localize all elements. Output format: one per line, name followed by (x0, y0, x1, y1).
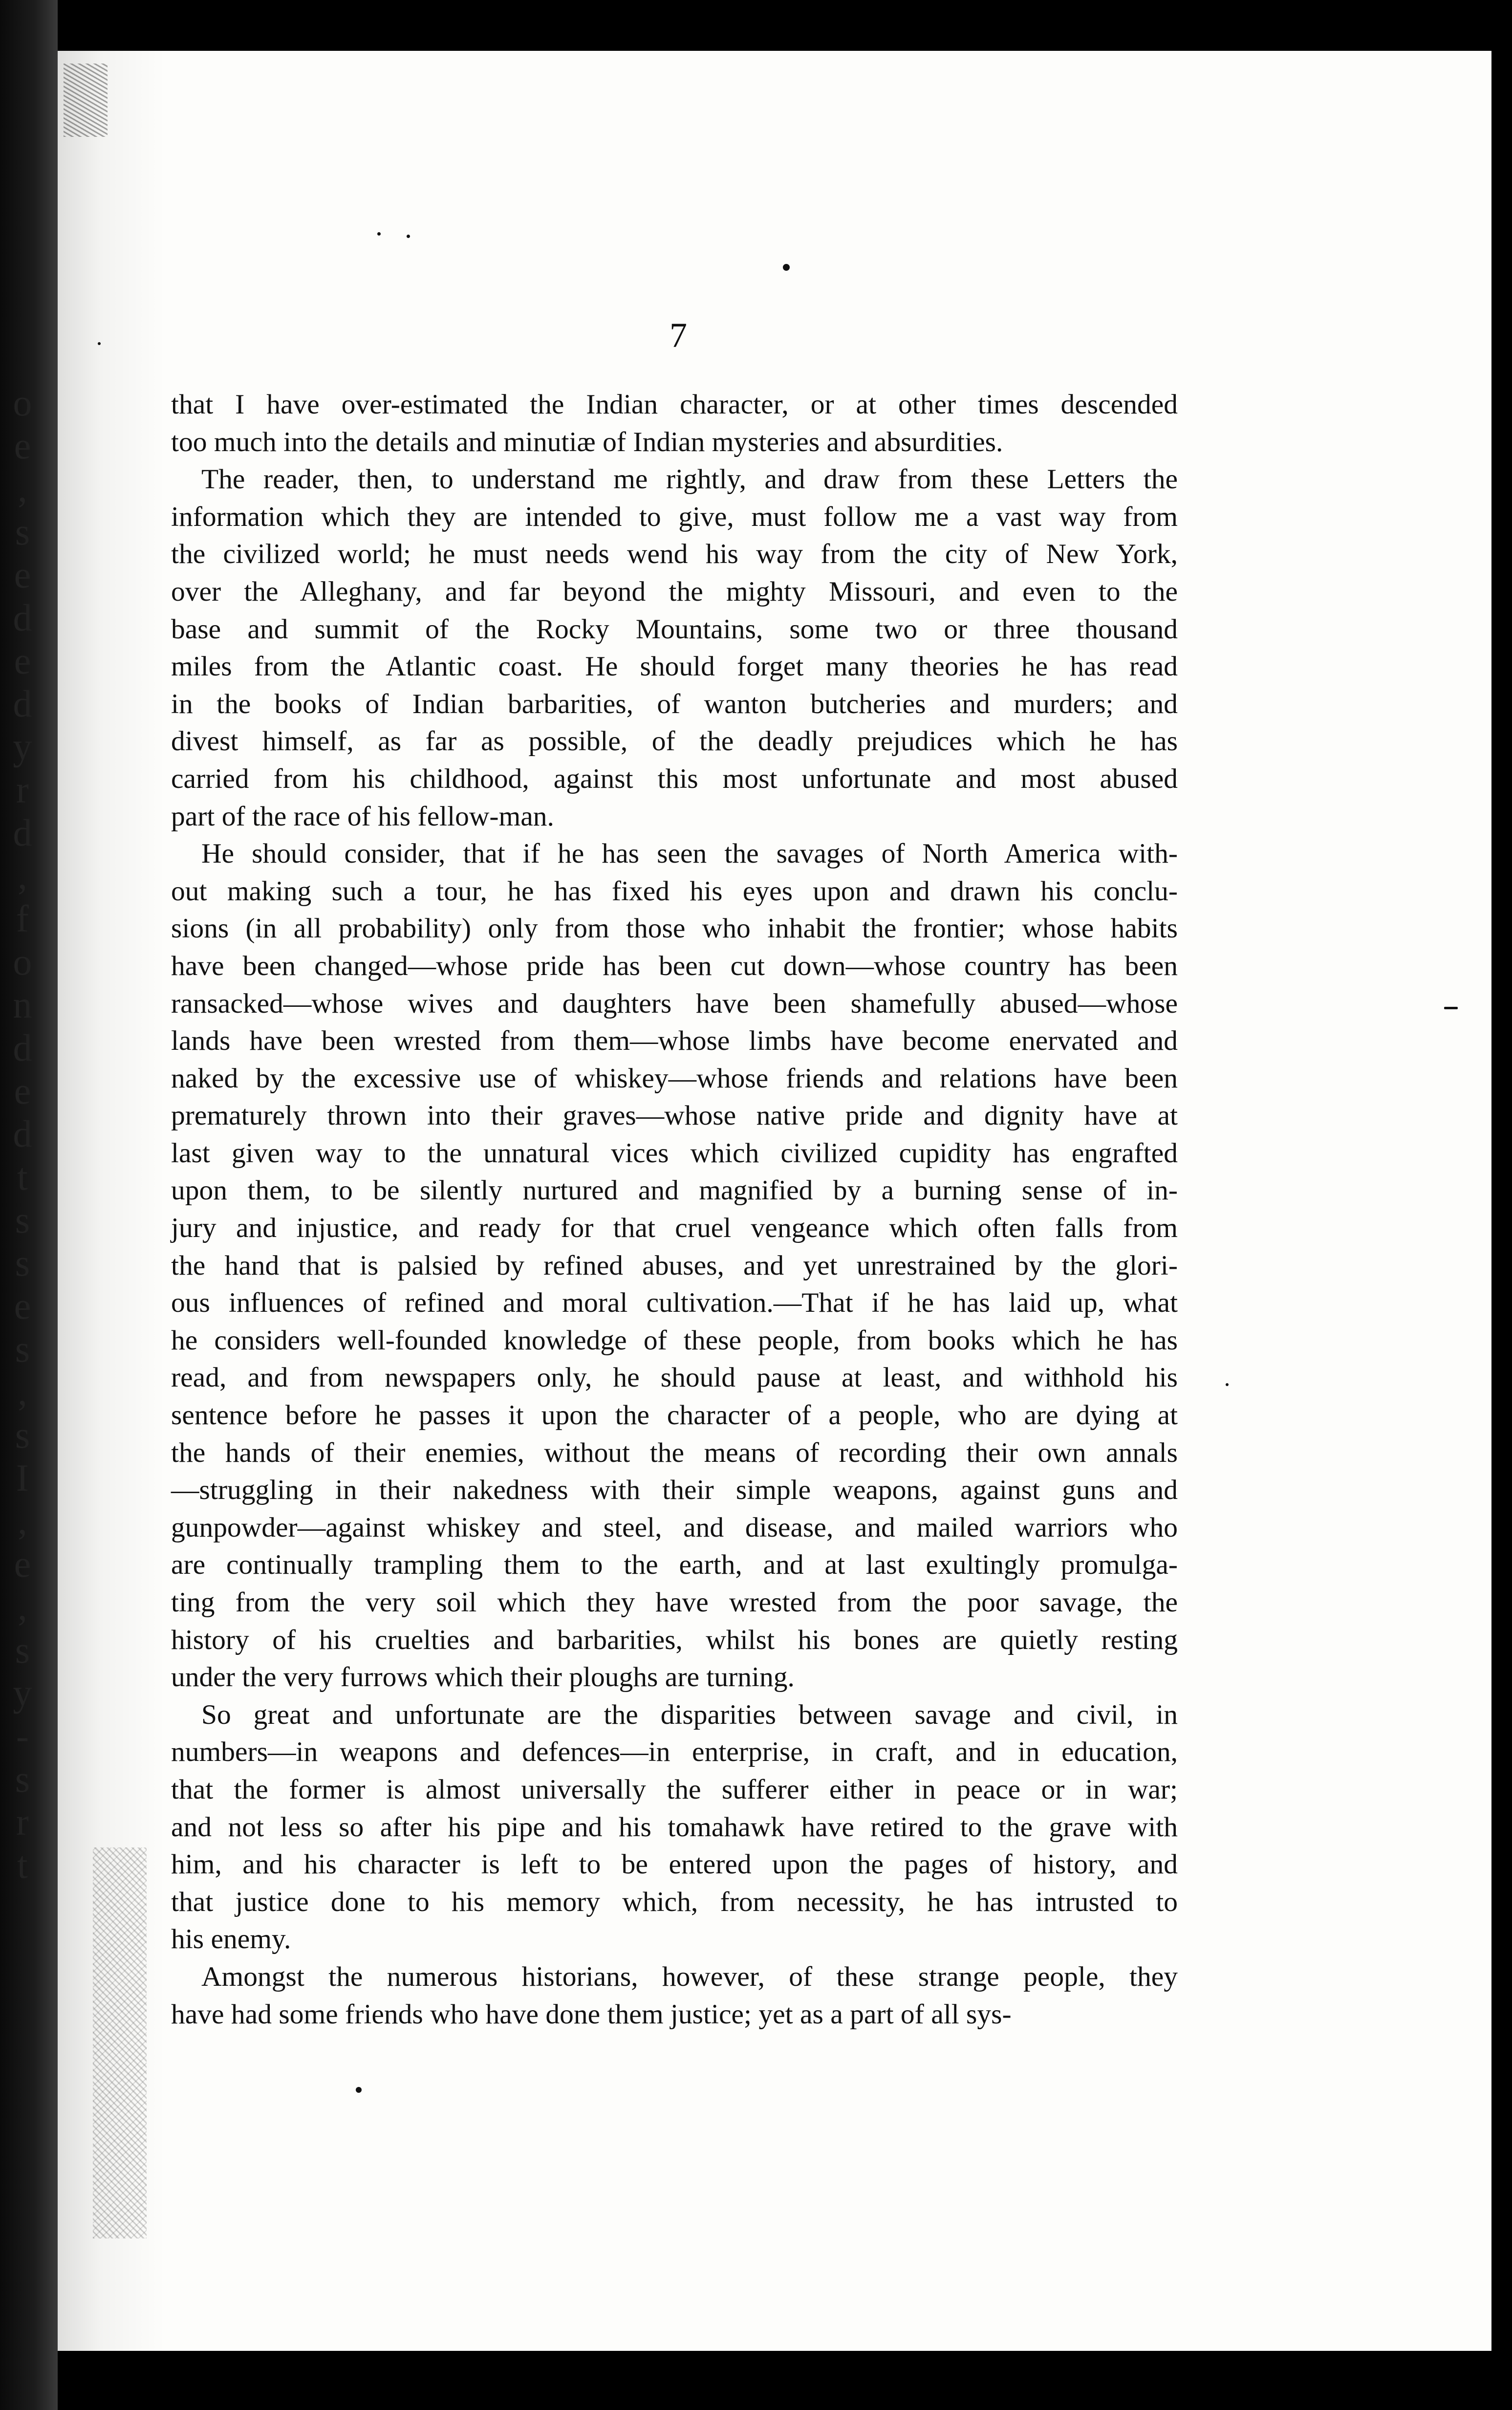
bleed-letter: e (14, 1284, 31, 1327)
text-line: history of his cruelties and barbarities, whilst his bones are quietly resting (171, 1624, 1178, 1655)
bleed-letter: s (15, 1327, 30, 1370)
text-line: ous influences of refined and moral cultivation.—That if he has laid up, what (171, 1287, 1178, 1319)
facing-page-bleed-through (7, 381, 38, 1887)
text-line: and not less so after his pipe and his tomahawk have retired to the grave with (171, 1811, 1178, 1843)
text-line: prematurely thrown into their graves—whose native pride and dignity have at (171, 1100, 1178, 1131)
text-line: are continually trampling them to the earth, and at last exultingly promulga- (171, 1549, 1178, 1581)
bleed-letter: f (16, 897, 29, 940)
text-line: base and summit of the Rocky Mountains, some two or three thousand (171, 613, 1178, 645)
bleed-letter: , (18, 1585, 27, 1628)
text-line: that I have over-estimated the Indian character, or at other times descended (171, 389, 1178, 420)
bleed-letter: t (17, 1844, 28, 1886)
bleed-letter: d (13, 682, 32, 725)
text-line: have had some friends who have done them justice; yet as a part of all sys- (171, 1998, 1012, 2030)
bleed-letter: r (16, 1801, 29, 1843)
bleed-letter: n (13, 983, 32, 1026)
text-line: So great and unfortunate are the disparities between savage and civil, in (201, 1699, 1178, 1730)
text-line: him, and his character is left to be entered upon the pages of history, and (171, 1849, 1178, 1880)
scan-speck (377, 232, 381, 236)
text-line: information which they are intended to give, must follow me a vast way from (171, 501, 1178, 532)
bleed-letter: o (13, 940, 32, 983)
bleed-letter: , (18, 467, 27, 510)
bleed-letter: s (15, 510, 30, 553)
text-line: sentence before he passes it upon the character of a people, who are dying at (171, 1400, 1178, 1431)
bleed-letter: r (16, 768, 29, 811)
scan-speck (1444, 1007, 1458, 1009)
scan-speck (783, 264, 790, 271)
text-line: He should consider, that if he has seen the savages of North America with- (201, 838, 1178, 869)
bleed-letter: y (13, 1672, 32, 1714)
text-line: ransacked—whose wives and daughters have been shamefully abused—whose (171, 988, 1178, 1019)
bleed-letter: s (15, 1413, 30, 1456)
text-line: have been changed—whose pride has been cut down—whose country has been (171, 950, 1178, 981)
page-number: 7 (670, 316, 687, 355)
text-line: that the former is almost universally the sufferer either in peace or in war; (171, 1774, 1178, 1805)
text-line: his enemy. (171, 1924, 291, 1955)
bleed-letter: d (13, 1112, 32, 1155)
bleed-letter: e (14, 424, 31, 467)
paragraph (171, 1958, 1178, 2033)
text-line: upon them, to be silently nurtured and magnified by a burning sense of in- (171, 1175, 1178, 1206)
text-line: —struggling in their nakedness with their simple weapons, against guns and (171, 1475, 1178, 1506)
bleed-letter: o (13, 381, 32, 424)
bleed-letter: e (14, 1069, 31, 1112)
bleed-letter: d (13, 811, 32, 854)
text-line: too much into the details and minutiæ of Indian mysteries and absurdities. (171, 426, 1003, 457)
text-line: the civilized world; he must needs wend his way from the city of New York, (171, 539, 1178, 570)
bleed-letter: , (18, 1499, 27, 1542)
scan-speck (407, 235, 410, 238)
text-line: last given way to the unnatural vices which civilized cupidity has engrafted (171, 1137, 1178, 1169)
bleed-letter: e (14, 639, 31, 682)
paragraph (171, 835, 1178, 1696)
text-line: under the very furrows which their ploughs are turning. (171, 1662, 795, 1693)
text-line: carried from his childhood, against this most unfortunate and most abused (171, 763, 1178, 794)
text-line: he considers well-founded knowledge of these people, from books which he has (171, 1324, 1178, 1356)
text-line: read, and from newspapers only, he should pause at least, and withhold his (171, 1362, 1178, 1393)
text-line: Amongst the numerous historians, however, of these strange people, they (201, 1961, 1178, 1992)
bleed-letter: , (18, 854, 27, 897)
scan-noise-bottom (93, 1847, 147, 2238)
scan-speck (1226, 1383, 1229, 1386)
bleed-letter: s (15, 1198, 30, 1241)
scan-speck (98, 342, 101, 345)
paragraph (171, 386, 1178, 461)
text-line: lands have been wrested from them—whose limbs have become enervated and (171, 1025, 1178, 1057)
bleed-letter: s (15, 1758, 30, 1800)
text-line: in the books of Indian barbarities, of wanton butcheries and murders; and (171, 688, 1178, 719)
text-line: gunpowder—against whiskey and steel, and disease, and mailed warriors who (171, 1512, 1178, 1543)
bleed-letter: e (14, 553, 31, 596)
text-line: miles from the Atlantic coast. He should forget many theories he has read (171, 651, 1178, 682)
paragraph (171, 461, 1178, 835)
bleed-letter: d (13, 1026, 32, 1069)
text-line: ting from the very soil which they have wrested from the poor savage, the (171, 1587, 1178, 1618)
text-line: sions (in all probability) only from those who inhabit the frontier; whose habits (171, 913, 1178, 944)
text-line: the hand that is palsied by refined abuses, and yet unrestrained by the glori- (171, 1250, 1178, 1281)
text-line: divest himself, as far as possible, of the deadly prejudices which he has (171, 726, 1178, 757)
bleed-letter: I (16, 1456, 29, 1499)
bleed-letter: - (16, 1715, 29, 1757)
scan-noise-top (64, 64, 108, 137)
bleed-letter: t (17, 1155, 28, 1198)
text-line: the hands of their enemies, without the means of recording their own annals (171, 1437, 1178, 1468)
bleed-letter: , (18, 1370, 27, 1413)
text-line: over the Alleghany, and far beyond the mighty Missouri, and even to the (171, 576, 1178, 607)
text-line: out making such a tour, he has fixed his eyes upon and drawn his conclu- (171, 875, 1178, 907)
text-line: The reader, then, to understand me rightly, and draw from these Letters the (201, 464, 1178, 495)
paragraph (171, 1696, 1178, 1958)
text-line: part of the race of his fellow-man. (171, 801, 554, 832)
bleed-letter: e (14, 1542, 31, 1585)
bleed-letter: s (15, 1241, 30, 1284)
body-text (171, 386, 1178, 2033)
text-line: that justice done to his memory which, from necessity, he has intrusted to (171, 1886, 1178, 1917)
scan-speck (356, 2087, 362, 2093)
text-line: naked by the excessive use of whiskey—whose friends and relations have been (171, 1063, 1178, 1094)
bleed-letter: d (13, 596, 32, 639)
text-line: jury and injustice, and ready for that cruel vengeance which often falls from (171, 1213, 1178, 1244)
text-line: numbers—in weapons and defences—in enterprise, in craft, and in education, (171, 1737, 1178, 1768)
bleed-letter: s (15, 1628, 30, 1671)
bleed-letter: y (13, 725, 32, 768)
